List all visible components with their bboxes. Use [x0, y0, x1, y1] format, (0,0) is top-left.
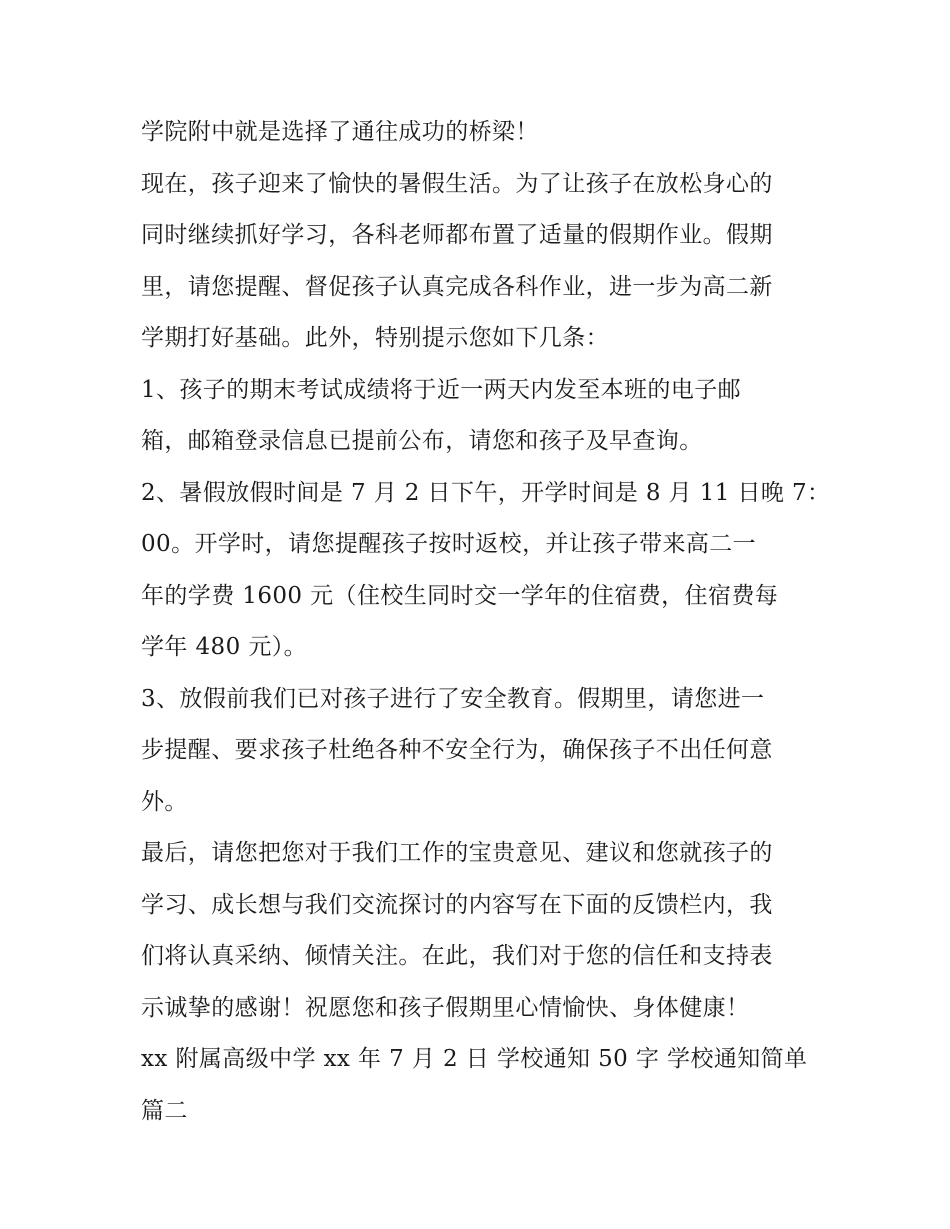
text-line: 学习、成长想与我们交流探讨的内容写在下面的反馈栏内，我 [141, 891, 773, 918]
text-line: 学年 480 元）。 [141, 634, 308, 660]
text-line: 里，请您提醒、督促孩子认真完成各科作业，进一步为高二新 [141, 273, 773, 300]
text-line: 学院附中就是选择了通往成功的桥梁！ [141, 119, 539, 145]
text-line: 最后，请您把您对于我们工作的宝贵意见、建议和您就孩子的 [141, 840, 773, 866]
document-body [141, 107, 831, 1137]
text-line: xx 附属高级中学 xx 年 7 月 2 日 学校通知 50 字 学校通知简单 [141, 1046, 808, 1072]
text-line: 示诚挚的感谢！祝愿您和孩子假期里心情愉快、身体健康！ [141, 994, 750, 1021]
text-line: 外。 [141, 788, 188, 815]
text-line: 们将认真采纳、倾情关注。在此，我们对于您的信任和支持表 [141, 943, 773, 969]
text-line: 3、放假前我们已对孩子进行了安全教育。假期里，请您进一 [141, 685, 765, 712]
text-line: 箱，邮箱登录信息已提前公布，请您和孩子及早查询。 [141, 428, 703, 454]
text-line: 年的学费 1600 元（住校生同时交一学年的住宿费，住宿费每 [141, 582, 779, 609]
text-line: 现在，孩子迎来了愉快的暑假生活。为了让孩子在放松身心的 [141, 170, 773, 197]
text-line: 学期打好基础。此外，特别提示您如下几条： [141, 325, 609, 351]
text-line: 同时继续抓好学习，各科老师都布置了适量的假期作业。假期 [141, 222, 773, 248]
text-line: 1、孩子的期末考试成绩将于近一两天内发至本班的电子邮 [141, 376, 742, 403]
text-line: 篇二 [141, 1097, 188, 1124]
text-line: 步提醒、要求孩子杜绝各种不安全行为，确保孩子不出任何意 [141, 737, 773, 763]
text-line: 2、暑假放假时间是 7 月 2 日下午，开学时间是 8 月 11 日晚 7： [141, 479, 831, 506]
text-line: 00。开学时，请您提醒孩子按时返校，并让孩子带来高二一 [141, 531, 757, 557]
